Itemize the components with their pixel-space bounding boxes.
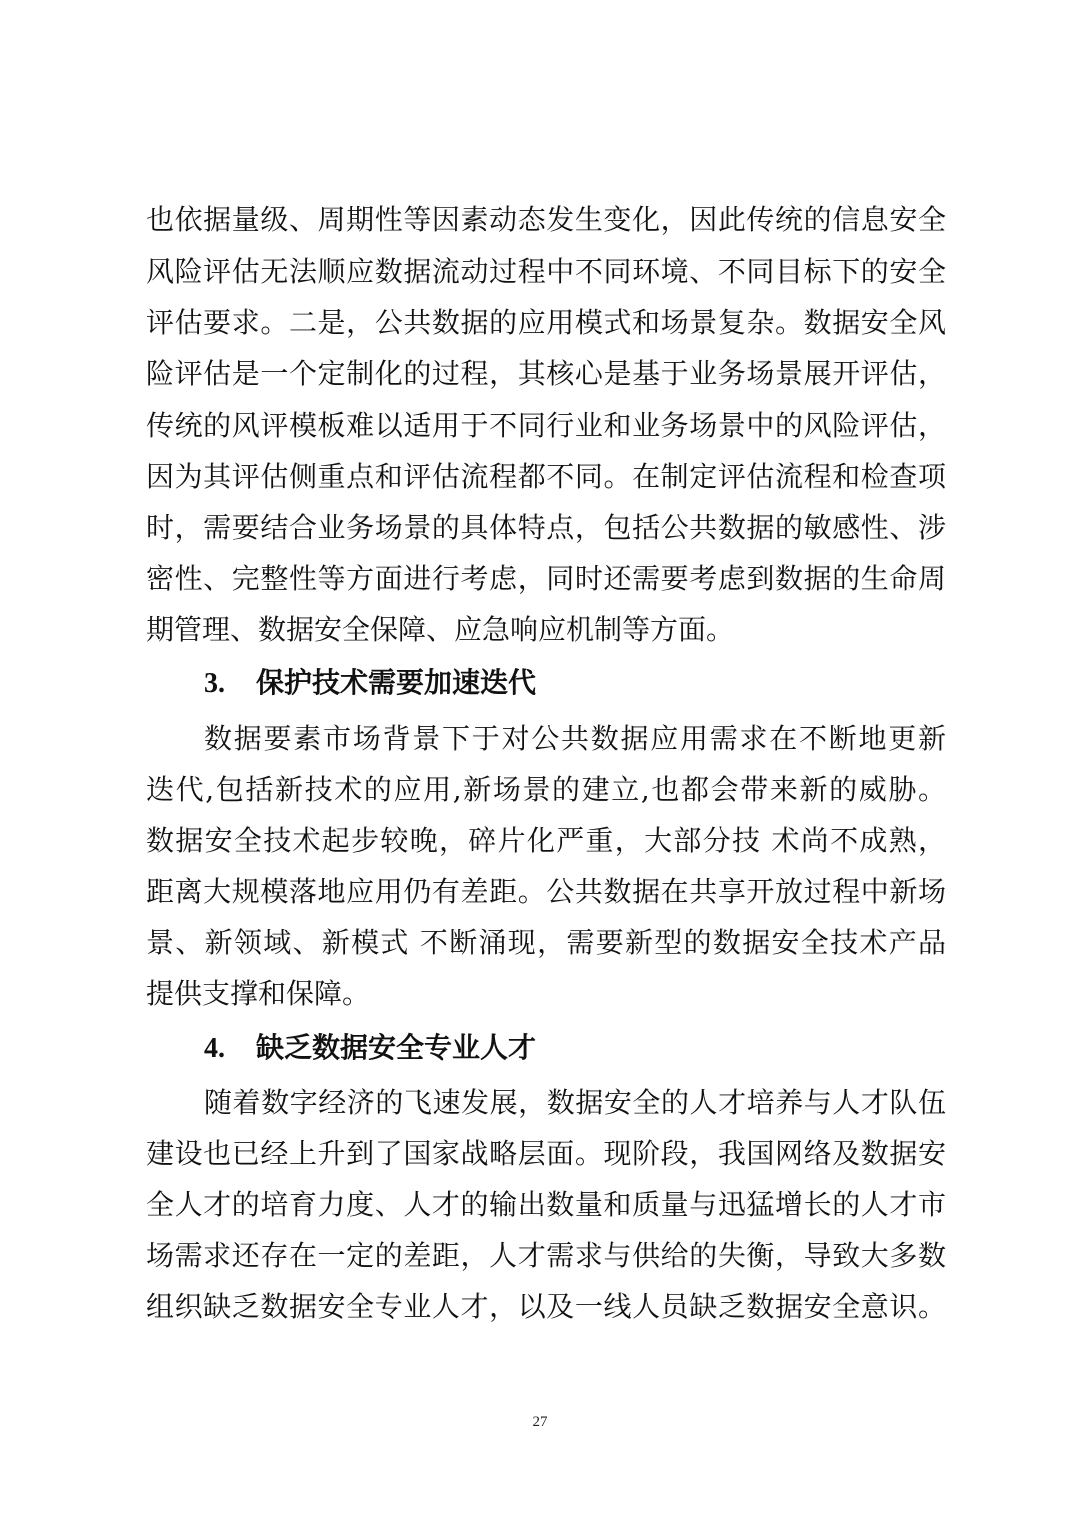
paragraph-line: 传统的风评模板难以适用于不同行业和业务场景中的风险评估， (146, 409, 946, 442)
page-number: 27 (532, 1414, 548, 1430)
paragraph-line: 组织缺乏数据安全专业人才，以及一线人员缺乏数据安全意识。 (146, 1290, 946, 1323)
paragraph-line: 迭代,包括新技术的应用,新场景的建立,也都会带来新的威胁。 (146, 773, 946, 806)
paragraph-line: 全人才的培育力度、人才的输出数量和质量与迅猛增长的人才市 (146, 1188, 946, 1221)
paragraph-line: 也依据量级、周期性等因素动态发生变化，因此传统的信息安全 (146, 203, 946, 236)
section-heading-3 (204, 657, 536, 709)
section-title: 缺乏数据安全专业人才 (256, 1031, 537, 1064)
section-heading-4 (204, 1022, 536, 1074)
paragraph-line: 距离大规模落地应用仍有差距。公共数据在共享开放过程中新场 (146, 875, 946, 908)
paragraph-line: 随着数字经济的飞速发展，数据安全的人才培养与人才队伍 (204, 1086, 946, 1119)
section-title: 保护技术需要加速迭代 (256, 666, 537, 699)
paragraph-line: 数据安全技术起步较晚，碎片化严重，大部分技 术尚不成熟， (146, 824, 946, 857)
paragraph-line: 密性、完整性等方面进行考虑，同时还需要考虑到数据的生命周 (146, 562, 946, 595)
paragraph-line: 建设也已经上升到了国家战略层面。现阶段，我国网络及数据安 (146, 1137, 946, 1170)
paragraph-line: 提供支撑和保障。 (146, 977, 371, 1010)
paragraph-line: 风险评估无法顺应数据流动过程中不同环境、不同目标下的安全 (146, 255, 946, 288)
paragraph-line: 数据要素市场背景下于对公共数据应用需求在不断地更新 (204, 722, 946, 755)
paragraph-line: 时，需要结合业务场景的具体特点，包括公共数据的敏感性、涉 (146, 511, 946, 544)
paragraph-line: 评估要求。二是，公共数据的应用模式和场景复杂。数据安全风 (146, 306, 946, 339)
paragraph-line: 期管理、数据安全保障、应急响应机制等方面。 (146, 613, 735, 646)
paragraph-line: 场需求还存在一定的差距，人才需求与供给的失衡，导致大多数 (146, 1239, 946, 1272)
paragraph-line: 因为其评估侧重点和评估流程都不同。在制定评估流程和检查项 (146, 460, 946, 493)
paragraph-line: 景、新领域、新模式 不断涌现，需要新型的数据安全技术产品 (146, 926, 946, 959)
section-number: 4. (204, 1033, 225, 1064)
paragraph-line: 险评估是一个定制化的过程，其核心是基于业务场景展开评估， (146, 357, 946, 390)
section-number: 3. (204, 668, 225, 699)
